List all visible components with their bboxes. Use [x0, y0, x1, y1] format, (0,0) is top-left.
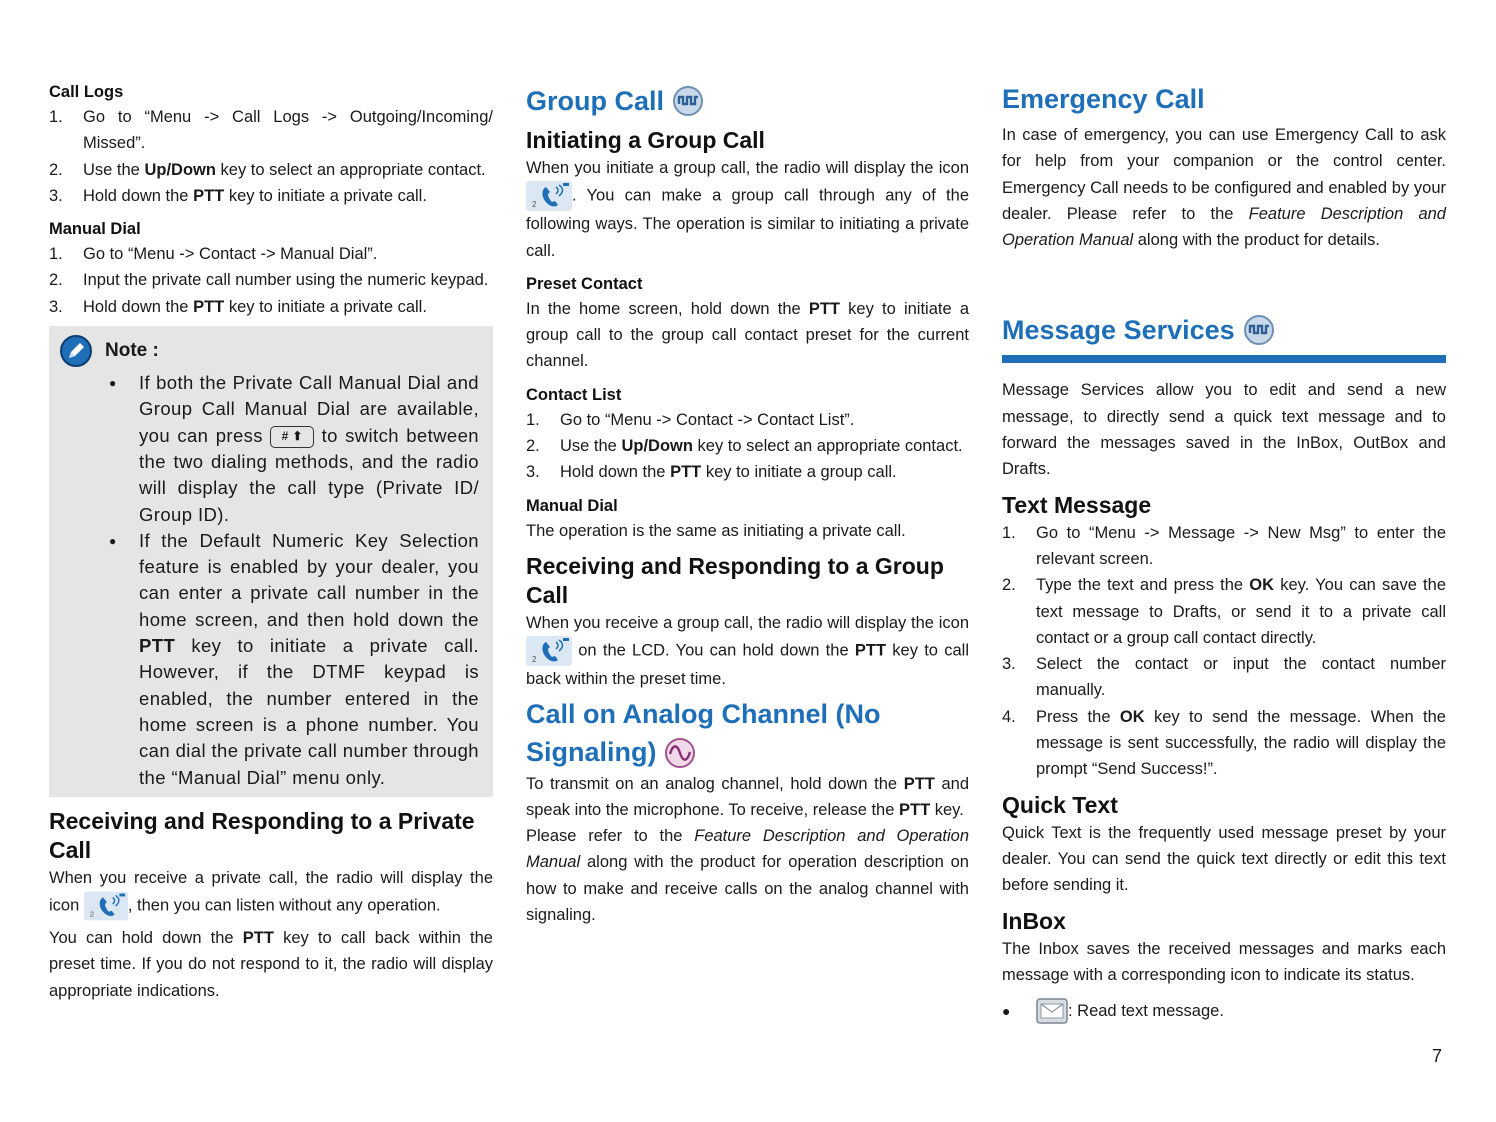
initiating-group-call-heading: Initiating a Group Call [526, 127, 765, 153]
list-item: ● If both the Private Call Manual Dial and Group Call Manual Dial are available, you can press # ⬆ to switch between the two dialing methods, and the radio will display the call type (Private ID/ Group ID). [109, 370, 479, 528]
list-item: 1. Go to “Menu -> Message -> New Msg” to enter the relevant screen. [1002, 523, 1446, 568]
paragraph: Message Services allow you to edit and send a new message, to directly send a quick text message and to forward the messages saved in the InBox, OutBox and Drafts. [1002, 381, 1446, 479]
page-number: 7 [1432, 1046, 1443, 1066]
list-item: 1. Go to “Menu -> Contact -> Contact List”. [526, 410, 855, 429]
section-divider [1002, 355, 1446, 363]
call-logs-steps [49, 104, 493, 209]
list-item: ● If the Default Numeric Key Selection feature is enabled by your dealer, you can enter a private call number in the home screen, and then hold down the PTT key to initiate a private call. However, if the DTMF keypad is enabled, the number entered in the home screen is a phone number. You can dial the private call number through the “Manual Dial” menu only. [109, 528, 479, 791]
paragraph: The operation is the same as initiating a private call. [526, 521, 906, 540]
list-item: 3. Hold down the PTT key to initiate a private call. [49, 186, 427, 205]
paragraph: In case of emergency, you can use Emergency Call to ask for help from your companion or the control center. Emergency Call needs to be configured and enabled by your dealer. Please refer to the Feature Description and Operation Manual along with the product for details. [1002, 126, 1446, 250]
analog-call-heading: Call on Analog Channel (No Signaling) [526, 695, 969, 771]
message-services-heading: Message Services [1002, 311, 1446, 349]
list-item: 3. Hold down the PTT key to initiate a private call. [49, 297, 427, 316]
group-call-receive-heading: Receiving and Responding to a Group Call [526, 552, 944, 608]
contact-list-heading: Contact List [526, 385, 622, 404]
manual-dial-heading: Manual Dial [49, 220, 141, 239]
analog-mode-icon [664, 737, 696, 769]
text-message-steps [1002, 520, 1446, 783]
group-call-icon [526, 636, 572, 666]
paragraph: You can hold down the PTT key to call back within the preset time. If you do not respond to it, the radio will display appropriate indications. [49, 929, 493, 1000]
paragraph: Quick Text is the frequently used message preset by your dealer. You can send the quick text directly or edit this text before sending it. [1002, 823, 1446, 895]
paragraph: To transmit on an analog channel, hold down the PTT and speak into the microphone. To receive, release the PTT key. [526, 774, 970, 819]
paragraph: When you receive a private call, the radio will display the icon , then you can listen without any operation. [49, 865, 493, 921]
pencil-icon [59, 334, 93, 368]
inbox-heading: InBox [1002, 907, 1066, 934]
group-call-icon [526, 181, 572, 211]
note-title: Note : [105, 340, 159, 362]
list-item: 2. Type the text and press the OK key. You can save the text message to Drafts, or send it to a private call contact or a group call contact directly. [1002, 576, 1446, 647]
list-item: 1. Go to “Menu -> Contact -> Manual Dial”. [49, 245, 378, 264]
digital-mode-icon [1243, 314, 1275, 346]
note-box [49, 326, 493, 797]
quick-text-heading: Quick Text [1002, 791, 1118, 818]
left-column [49, 80, 493, 1004]
manual-dial-steps [49, 241, 493, 320]
paragraph: Please refer to the Feature Description and Operation Manual along with the product for operation description on how to make and receive calls on the analog channel with signaling. [526, 827, 969, 925]
right-column [1002, 80, 1446, 1024]
middle-column [526, 80, 969, 928]
group-call-heading: Group Call [526, 82, 969, 120]
paragraph: When you receive a group call, the radio will display the icon on the LCD. You can hold down the PTT key to call back within the preset time. [526, 613, 969, 689]
manual-dial-heading: Manual Dial [526, 496, 618, 515]
list-item: ● : Read text message. [1002, 998, 1446, 1024]
list-item: 2. Input the private call number using the numeric keypad. [49, 271, 489, 290]
digital-mode-icon [672, 85, 704, 117]
note-header [59, 334, 479, 368]
bullet-icon: ● [1002, 1003, 1011, 1020]
paragraph: In the home screen, hold down the PTT key to initiate a group call to the group call contact preset for the current channel. [526, 299, 969, 371]
list-item: 3. Select the contact or input the contact number manually. [1002, 655, 1446, 700]
call-logs-heading: Call Logs [49, 83, 124, 101]
hash-key-icon: # ⬆ [270, 426, 314, 448]
contact-list-steps [526, 407, 969, 486]
text-message-heading: Text Message [1002, 491, 1152, 518]
emergency-call-heading: Emergency Call [1002, 84, 1205, 114]
private-call-icon [84, 891, 128, 921]
list-item: 3. Hold down the PTT key to initiate a group call. [526, 463, 897, 482]
read-message-icon [1036, 998, 1068, 1024]
list-item: 4. Press the OK key to send the message. When the message is sent successfully, the radio will display the prompt “Send Success!”. [1002, 707, 1446, 779]
private-call-receive-heading: Receiving and Responding to a Private Call [49, 807, 475, 863]
list-item: 2. Use the Up/Down key to select an appropriate contact. [526, 437, 963, 456]
paragraph: When you initiate a group call, the radio will display the icon . You can make a group call through any of the following ways. The operation is similar to initiating a private call. [526, 159, 969, 260]
preset-contact-heading: Preset Contact [526, 274, 643, 293]
paragraph: The Inbox saves the received messages and marks each message with a corresponding icon to indicate its status. [1002, 939, 1446, 984]
list-item: 1. Go to “Menu -> Call Logs -> Outgoing/Incoming/ Missed”. [49, 108, 493, 153]
list-item: 2. Use the Up/Down key to select an appropriate contact. [49, 160, 486, 179]
note-list [109, 370, 479, 791]
